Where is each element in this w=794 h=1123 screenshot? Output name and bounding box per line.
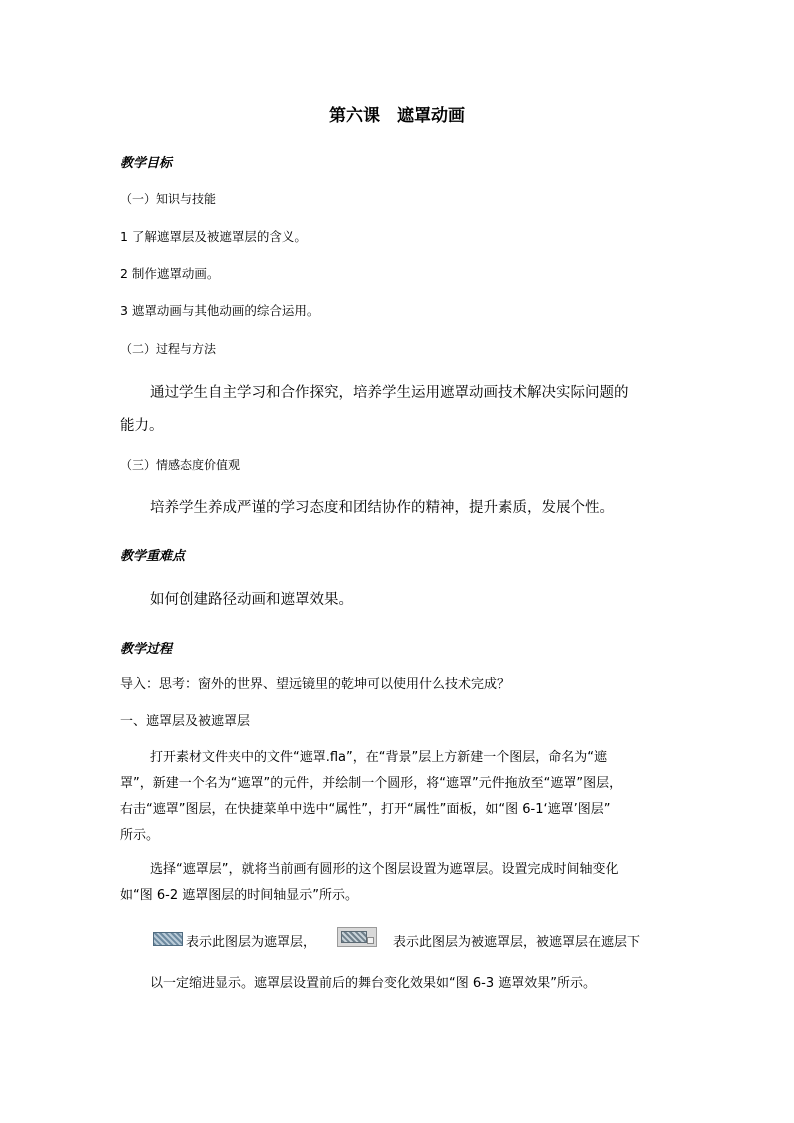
- para1-line-4: 所示。: [120, 828, 160, 843]
- knowledge-item-1: 1 了解遮罩层及被遮罩层的含义。: [120, 229, 307, 244]
- attitude-heading: （三）情感态度价值观: [120, 458, 241, 472]
- masked-layer-text: 表示此图层为被遮罩层，被遮罩层在遮层下: [393, 935, 641, 950]
- knowledge-item-3: 3 遮罩动画与其他动画的综合运用。: [120, 303, 320, 318]
- mask-layer-icon: [153, 932, 183, 946]
- last-line: 以一定缩进显示。遮罩层设置前后的舞台变化效果如“图 6-3 遮罩效果”所示。: [150, 976, 596, 991]
- para1-line-2: 罩”，新建一个名为“遮罩”的元件，并绘制一个圆形，将“遮罩”元件拖放至“遮罩”图层，: [120, 776, 623, 791]
- para1-line-3: 右击“遮罩”图层，在快捷菜单中选中“属性”，打开“属性”面板，如“图 6-1‘遮罩’图层”: [120, 802, 611, 817]
- goals-heading: 教学目标: [120, 156, 173, 171]
- para1-line-1: 打开素材文件夹中的文件“遮罩.fla”，在“背景”层上方新建一个图层，命名为“遮: [150, 750, 607, 765]
- knowledge-heading: （一）知识与技能: [120, 192, 217, 206]
- teaching-process-heading: 教学过程: [120, 642, 173, 657]
- masked-layer-icon-corner: [367, 937, 374, 944]
- intro-text: 导入：思考：窗外的世界、望远镜里的乾坤可以使用什么技术完成？: [120, 677, 511, 692]
- page-title: 第六课 遮罩动画: [329, 106, 465, 126]
- para2-line-1: 选择“遮罩层”，就将当前画有圆形的这个图层设置为遮罩层。设置完成时间轴变化: [150, 862, 619, 877]
- para2-line-2: 如“图 6-2 遮罩图层的时间轴显示”所示。: [120, 888, 358, 903]
- part1-heading: 一、遮罩层及被遮罩层: [120, 714, 251, 729]
- process-heading: （二）过程与方法: [120, 342, 217, 356]
- attitude-text: 培养学生养成严谨的学习态度和团结协作的精神，提升素质，发展个性。: [150, 500, 614, 516]
- key-points-heading: 教学重难点: [120, 549, 186, 564]
- masked-layer-icon: [337, 927, 377, 947]
- process-text-line-2: 能力。: [120, 418, 164, 434]
- mask-layer-text: 表示此图层为遮罩层，: [186, 935, 317, 950]
- knowledge-item-2: 2 制作遮罩动画。: [120, 266, 220, 281]
- key-points-text: 如何创建路径动画和遮罩效果。: [150, 592, 353, 608]
- masked-layer-icon-inner: [341, 931, 367, 943]
- process-text-line-1: 通过学生自主学习和合作探究，培养学生运用遮罩动画技术解决实际问题的: [150, 385, 629, 401]
